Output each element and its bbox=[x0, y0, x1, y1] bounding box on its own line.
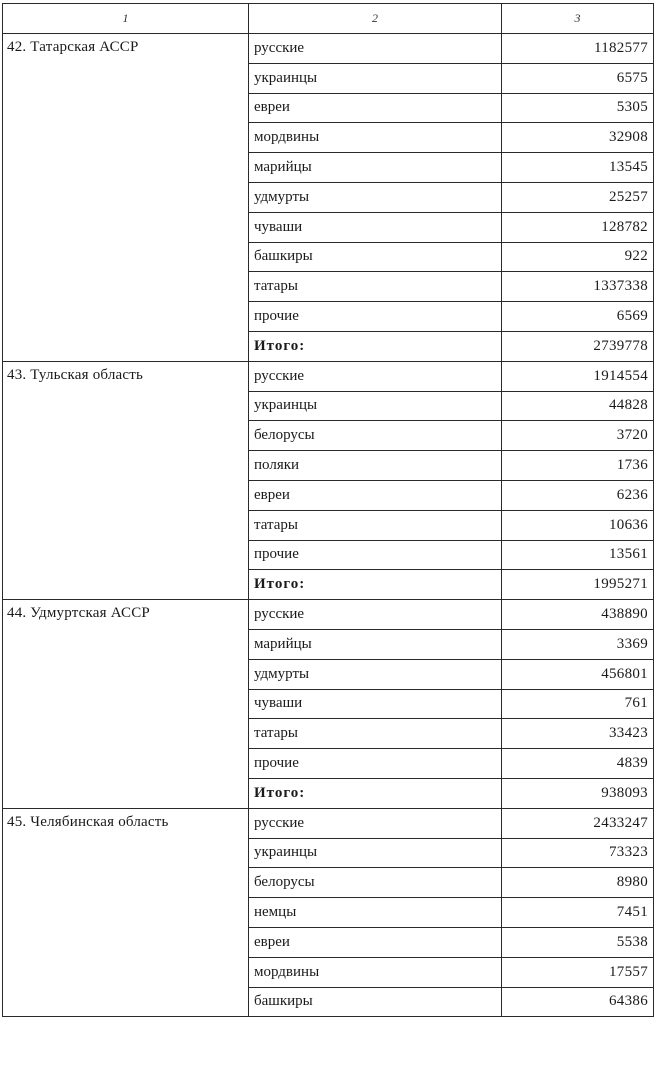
nationality-cell: татары bbox=[249, 719, 502, 749]
nationality-cell: прочие bbox=[249, 540, 502, 570]
total-count-cell: 1995271 bbox=[502, 570, 654, 600]
census-table bbox=[2, 3, 654, 1017]
population-count-cell: 7451 bbox=[502, 898, 654, 928]
table-row bbox=[3, 808, 654, 838]
nationality-cell: белорусы bbox=[249, 868, 502, 898]
region-name-cell: 42. Татарская АССР bbox=[3, 34, 249, 362]
population-count-cell: 6575 bbox=[502, 63, 654, 93]
population-count-cell: 6236 bbox=[502, 480, 654, 510]
total-count-cell: 938093 bbox=[502, 778, 654, 808]
population-count-cell: 10636 bbox=[502, 510, 654, 540]
nationality-cell: башкиры bbox=[249, 242, 502, 272]
nationality-cell: чуваши bbox=[249, 689, 502, 719]
population-count-cell: 13545 bbox=[502, 153, 654, 183]
population-count-cell: 5305 bbox=[502, 93, 654, 123]
table-row bbox=[3, 600, 654, 630]
nationality-cell: марийцы bbox=[249, 153, 502, 183]
population-count-cell: 64386 bbox=[502, 987, 654, 1017]
nationality-cell: русские bbox=[249, 808, 502, 838]
population-count-cell: 73323 bbox=[502, 838, 654, 868]
population-count-cell: 8980 bbox=[502, 868, 654, 898]
nationality-cell: поляки bbox=[249, 451, 502, 481]
nationality-cell: немцы bbox=[249, 898, 502, 928]
nationality-cell: украинцы bbox=[249, 63, 502, 93]
population-count-cell: 922 bbox=[502, 242, 654, 272]
total-count-cell: 2739778 bbox=[502, 331, 654, 361]
population-count-cell: 17557 bbox=[502, 957, 654, 987]
population-count-cell: 456801 bbox=[502, 659, 654, 689]
population-count-cell: 1736 bbox=[502, 451, 654, 481]
population-count-cell: 3369 bbox=[502, 629, 654, 659]
population-count-cell: 13561 bbox=[502, 540, 654, 570]
nationality-cell: татары bbox=[249, 510, 502, 540]
population-count-cell: 1914554 bbox=[502, 361, 654, 391]
population-count-cell: 3720 bbox=[502, 421, 654, 451]
population-count-cell: 25257 bbox=[502, 182, 654, 212]
header-col-1: 1 bbox=[3, 4, 249, 34]
region-name-cell: 45. Челябинская область bbox=[3, 808, 249, 1017]
population-count-cell: 4839 bbox=[502, 749, 654, 779]
population-count-cell: 128782 bbox=[502, 212, 654, 242]
population-count-cell: 2433247 bbox=[502, 808, 654, 838]
population-count-cell: 1337338 bbox=[502, 272, 654, 302]
population-count-cell: 32908 bbox=[502, 123, 654, 153]
population-count-cell: 761 bbox=[502, 689, 654, 719]
nationality-cell: марийцы bbox=[249, 629, 502, 659]
table-header bbox=[3, 4, 654, 34]
population-count-cell: 6569 bbox=[502, 302, 654, 332]
nationality-cell: украинцы bbox=[249, 391, 502, 421]
nationality-cell: русские bbox=[249, 361, 502, 391]
nationality-cell: башкиры bbox=[249, 987, 502, 1017]
nationality-cell: русские bbox=[249, 34, 502, 64]
nationality-cell: мордвины bbox=[249, 123, 502, 153]
population-count-cell: 33423 bbox=[502, 719, 654, 749]
nationality-cell: евреи bbox=[249, 93, 502, 123]
nationality-cell: белорусы bbox=[249, 421, 502, 451]
region-name-cell: 43. Тульская область bbox=[3, 361, 249, 599]
header-row bbox=[3, 4, 654, 34]
header-col-3: 3 bbox=[502, 4, 654, 34]
table-body bbox=[3, 34, 654, 1017]
population-count-cell: 5538 bbox=[502, 927, 654, 957]
nationality-cell: чуваши bbox=[249, 212, 502, 242]
nationality-cell: русские bbox=[249, 600, 502, 630]
nationality-cell: евреи bbox=[249, 480, 502, 510]
nationality-cell: удмурты bbox=[249, 659, 502, 689]
nationality-cell: евреи bbox=[249, 927, 502, 957]
region-name-cell: 44. Удмуртская АССР bbox=[3, 600, 249, 809]
total-label-cell: Итого: bbox=[249, 331, 502, 361]
population-count-cell: 438890 bbox=[502, 600, 654, 630]
nationality-cell: татары bbox=[249, 272, 502, 302]
table-row bbox=[3, 361, 654, 391]
nationality-cell: прочие bbox=[249, 302, 502, 332]
nationality-cell: удмурты bbox=[249, 182, 502, 212]
nationality-cell: прочие bbox=[249, 749, 502, 779]
header-col-2: 2 bbox=[249, 4, 502, 34]
total-label-cell: Итого: bbox=[249, 778, 502, 808]
table-row bbox=[3, 34, 654, 64]
population-count-cell: 44828 bbox=[502, 391, 654, 421]
nationality-cell: мордвины bbox=[249, 957, 502, 987]
total-label-cell: Итого: bbox=[249, 570, 502, 600]
population-count-cell: 1182577 bbox=[502, 34, 654, 64]
nationality-cell: украинцы bbox=[249, 838, 502, 868]
